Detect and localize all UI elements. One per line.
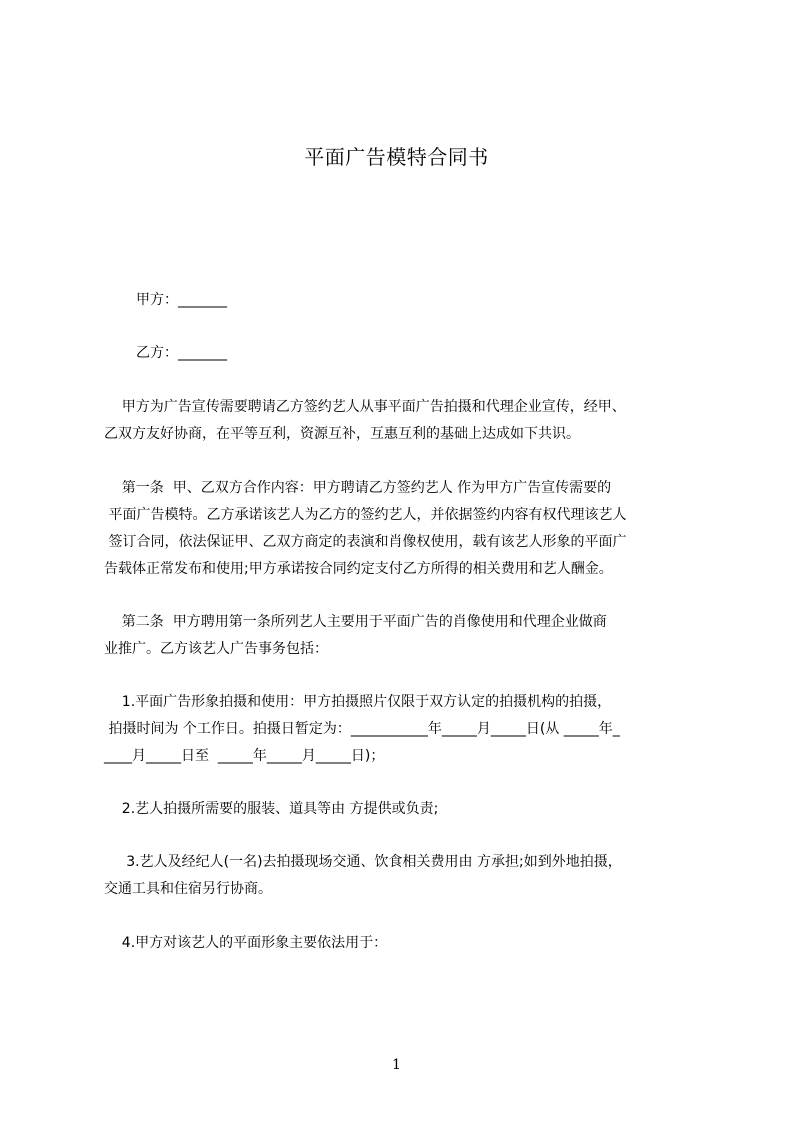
article1-line: 第一条 甲、乙双方合作内容：甲方聘请乙方签约艺人 作为甲方广告宣传需要的 xyxy=(104,480,612,496)
article1-line: 签订合同，依法保证甲、乙双方商定的表演和肖像权使用，载有该艺人形象的平面广 xyxy=(104,534,627,550)
article2-line: 第二条 甲方聘用第一条所列艺人主要用于平面广告的肖像使用和代理企业做商 xyxy=(104,614,607,630)
item1-line: 1.平面广告形象拍摄和使用：甲方拍摄照片仅限于双方认定的拍摄机构的拍摄， xyxy=(104,694,612,710)
article1-line: 平面广告模特。乙方承诺该艺人为乙方的签约艺人，并依据签约内容有权代理该艺人 xyxy=(104,507,627,523)
preamble-line: 甲方为广告宣传需要聘请乙方签约艺人从事平面广告拍摄和代理企业宣传，经甲、 xyxy=(104,399,626,415)
item4-line: 4.甲方对该艺人的平面形象主要依法用于： xyxy=(104,935,388,951)
item3-line: 3.艺人及经纪人(一名)去拍摄现场交通、饮食相关费用由 方承担;如到外地拍摄， xyxy=(104,854,622,870)
item1-line: ____月_____日至 _____年_____月_____日)； xyxy=(104,748,385,764)
preamble-line: 乙双方友好协商，在平等互利，资源互补，互惠互利的基础上达成如下共识。 xyxy=(104,426,580,442)
document-title: 平面广告模特合同书 xyxy=(304,145,489,169)
article1-line: 告载体正常发布和使用;甲方承诺按合同约定支付乙方所得的相关费用和艺人酬金。 xyxy=(104,561,613,577)
page-number: 1 xyxy=(392,1057,401,1073)
party-a-line: 甲方：_______ xyxy=(136,292,227,308)
article2-line: 业推广。乙方该艺人广告事务包括： xyxy=(104,641,328,657)
party-b-line: 乙方：_______ xyxy=(136,345,227,361)
item3-line: 交通工具和住宿另行协商。 xyxy=(104,881,272,897)
item1-line: 拍摄时间为 个工作日。拍摄日暂定为：___________年_____月_____日(从 _____年_ xyxy=(104,721,620,737)
item2-line: 2.艺人拍摄所需要的服装、道具等由 方提供或负责; xyxy=(104,801,439,817)
